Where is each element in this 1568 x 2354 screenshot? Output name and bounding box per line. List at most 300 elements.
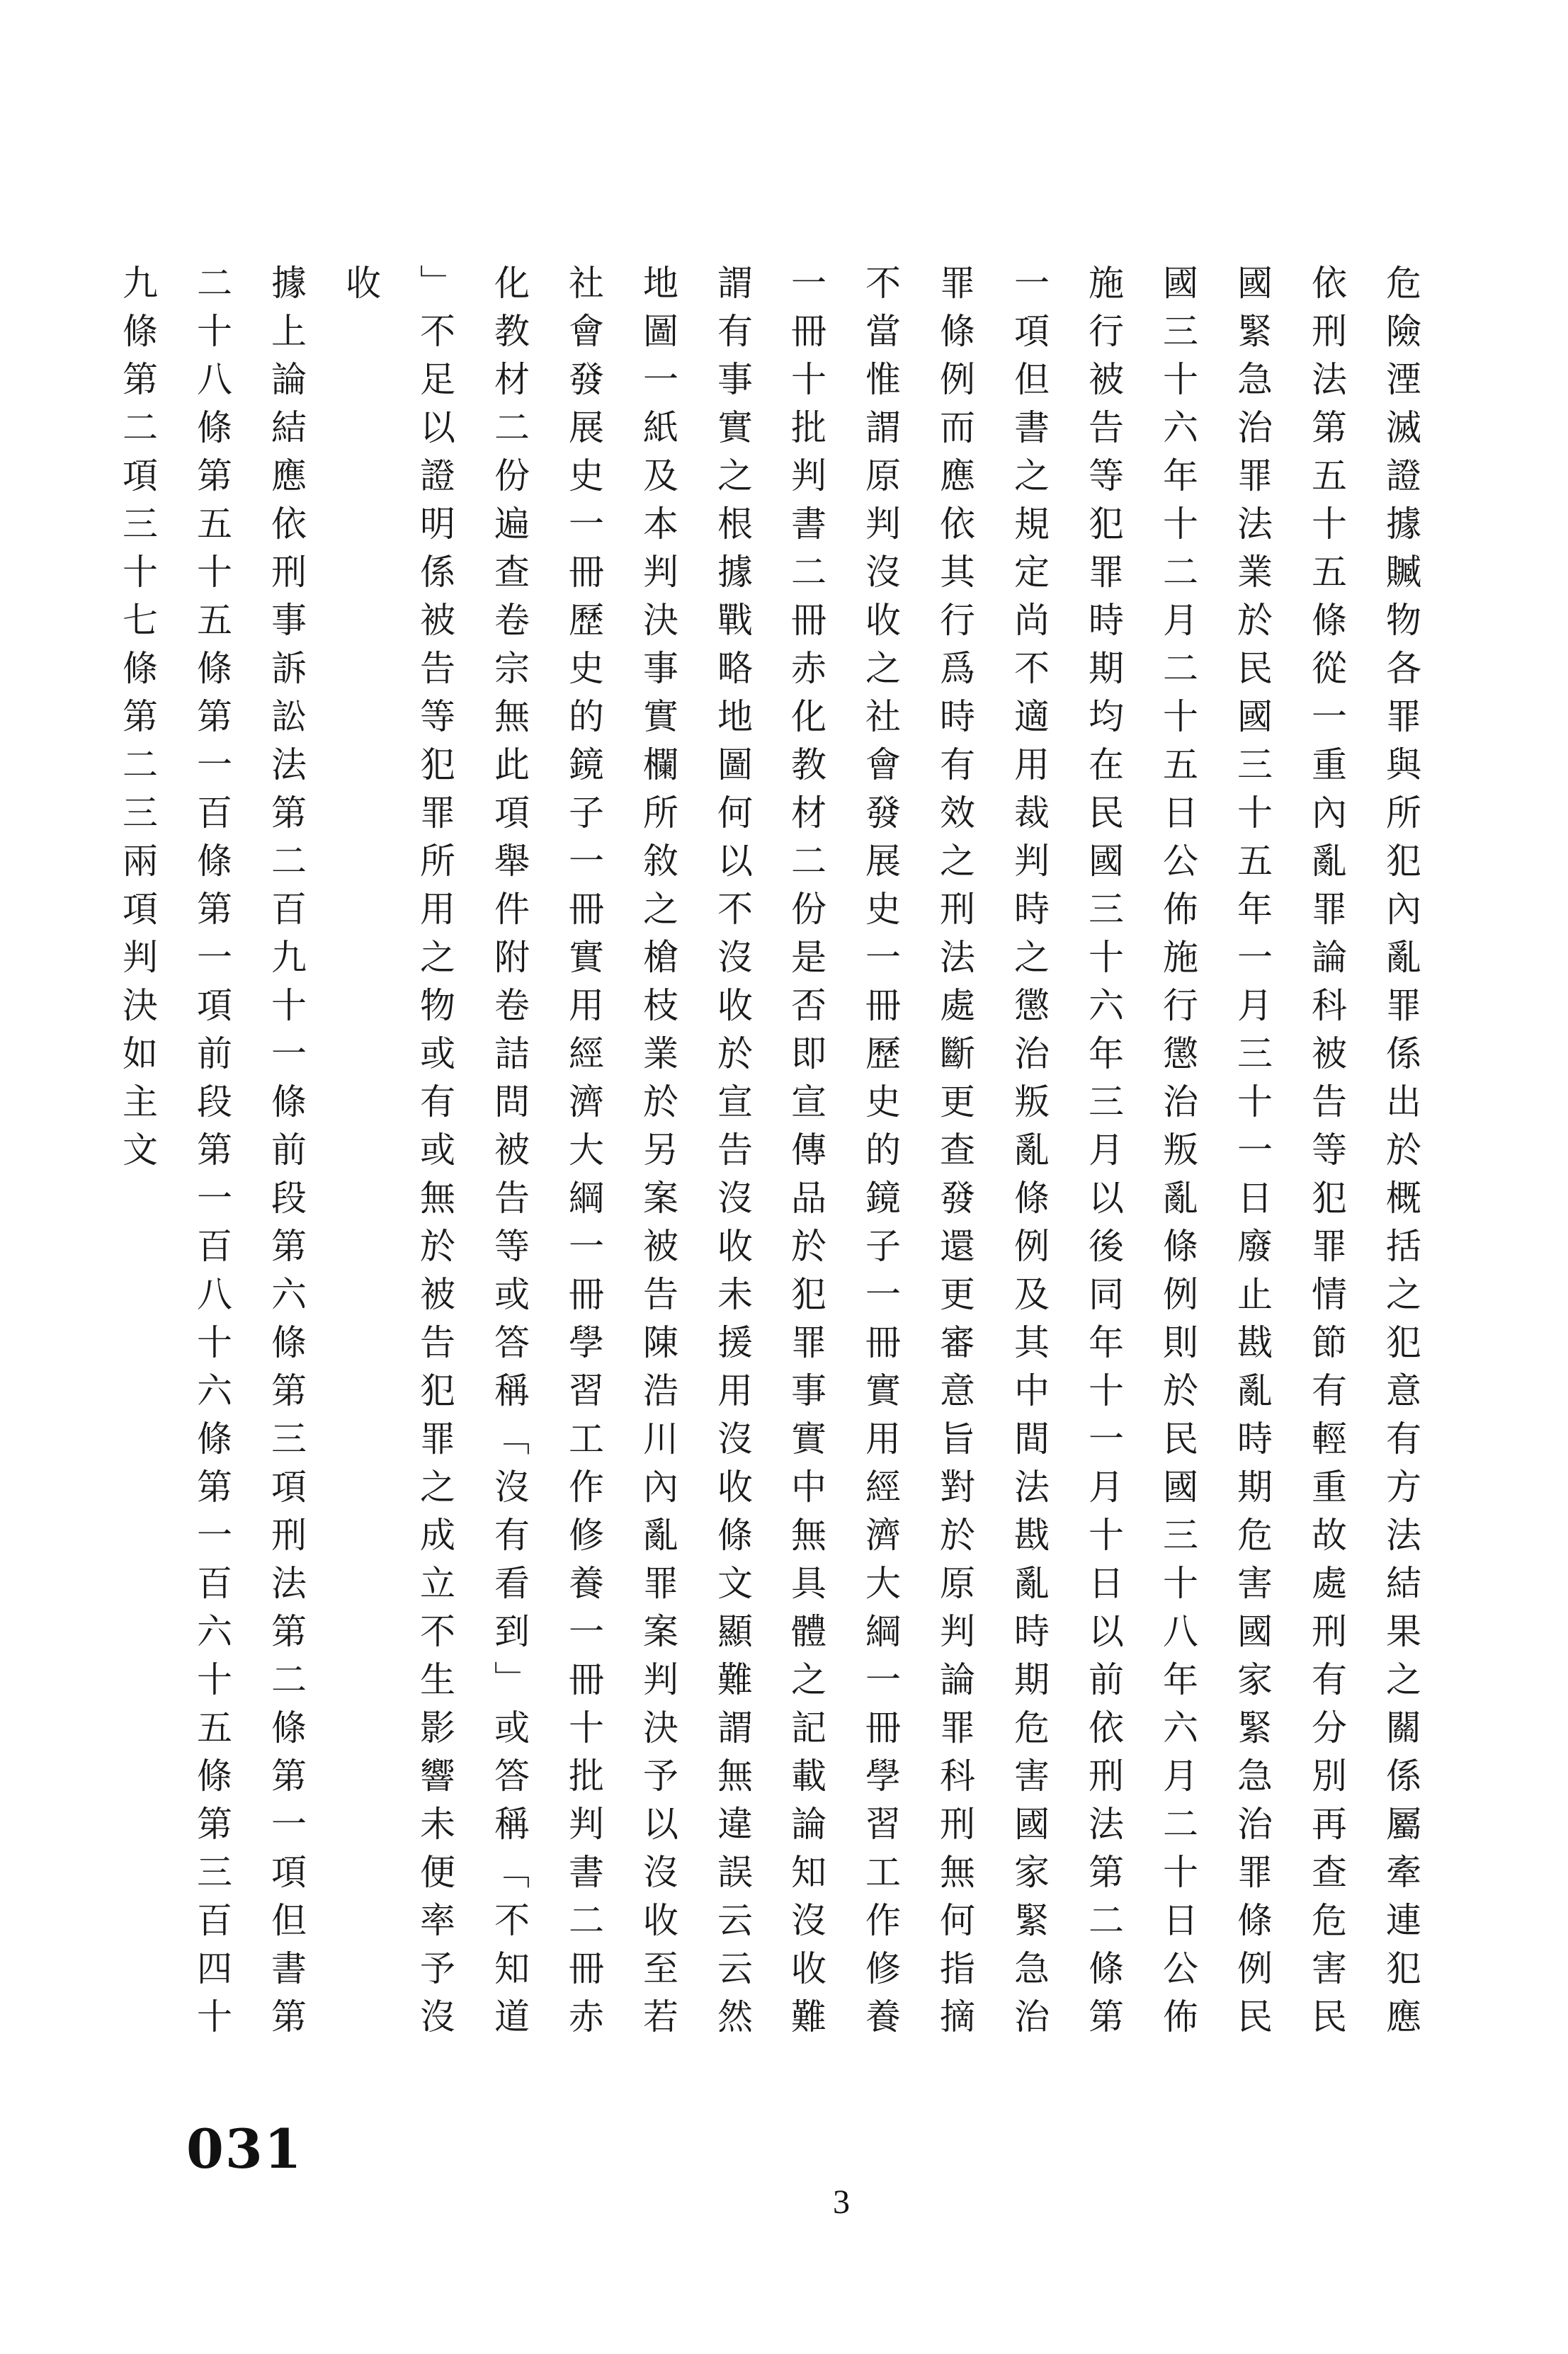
character: 以 (420, 407, 455, 448)
character: 十 (1163, 696, 1198, 737)
character: 知 (791, 1852, 826, 1893)
character: 害 (1014, 1756, 1050, 1797)
character: 危 (1237, 1515, 1273, 1556)
character: 赤 (791, 648, 826, 689)
character: 以 (643, 1804, 678, 1845)
character: 緊 (1237, 311, 1273, 352)
character: 日 (1089, 1563, 1124, 1604)
character: 項 (271, 1467, 307, 1508)
character: 戡 (1237, 1322, 1273, 1363)
character: 養 (865, 1996, 901, 2037)
character: 告 (643, 1274, 678, 1315)
character: 不 (494, 1900, 530, 1941)
character: 時 (1014, 889, 1050, 930)
character: 亂 (1163, 1178, 1198, 1219)
character: 定 (1014, 552, 1050, 593)
character: 修 (865, 1948, 901, 1989)
character: 誤 (717, 1852, 753, 1893)
character: 十 (791, 359, 826, 400)
character: 決 (123, 985, 158, 1026)
character: 二 (1089, 1900, 1124, 1941)
character: 項 (197, 985, 232, 1026)
character: 民 (1312, 1996, 1347, 2037)
text-column-8 (862, 259, 904, 2041)
character: 載 (791, 1756, 826, 1797)
character: 所 (643, 792, 678, 834)
character: 有 (1312, 1659, 1347, 1700)
character: 公 (1163, 1948, 1198, 1989)
character: 旨 (940, 1418, 975, 1460)
character: 間 (1014, 1418, 1050, 1460)
character: 判 (791, 455, 826, 496)
character: 或 (420, 1033, 455, 1074)
character: 五 (1312, 552, 1347, 593)
character: 實 (791, 1418, 826, 1460)
character: 各 (1386, 648, 1421, 689)
character: 文 (717, 1563, 753, 1604)
character: 一 (865, 1274, 901, 1315)
character: 批 (791, 407, 826, 448)
character: 害 (1237, 1563, 1273, 1604)
character: 用 (569, 985, 604, 1026)
character: 冊 (791, 600, 826, 641)
character: 會 (569, 311, 604, 352)
character: 冊 (569, 889, 604, 930)
character: 月 (1163, 1756, 1198, 1797)
character: 一 (197, 744, 232, 785)
character: 第 (271, 1611, 307, 1652)
character: 予 (420, 1948, 455, 1989)
character: 第 (1312, 407, 1347, 448)
character: 發 (940, 1178, 975, 1219)
character: 一 (1312, 696, 1347, 737)
character: 條 (197, 648, 232, 689)
character: 危 (1312, 1900, 1347, 1941)
character: 法 (1386, 1515, 1421, 1556)
character: 第 (197, 889, 232, 930)
character: 月 (1237, 985, 1273, 1026)
character: 七 (123, 600, 158, 641)
character: 年 (1089, 1033, 1124, 1074)
character: 之 (643, 889, 678, 930)
character: 道 (494, 1996, 530, 2037)
character: 急 (1237, 1756, 1273, 1797)
character: 急 (1237, 359, 1273, 400)
character: 有 (494, 1515, 530, 1556)
character: 罪 (940, 263, 975, 304)
character: 十 (197, 311, 232, 352)
character: 告 (717, 1130, 753, 1171)
text-column-5 (1085, 259, 1127, 2041)
character: 應 (940, 455, 975, 496)
character: 第 (197, 1467, 232, 1508)
character: 足 (420, 359, 455, 400)
character: 法 (271, 744, 307, 785)
character: 告 (494, 1178, 530, 1219)
character: 事 (271, 600, 307, 641)
character: 條 (197, 407, 232, 448)
character: 意 (940, 1370, 975, 1411)
character: 三 (1163, 1515, 1198, 1556)
character: 養 (569, 1563, 604, 1604)
character: 公 (1163, 841, 1198, 882)
character: 冊 (865, 1322, 901, 1363)
character: 一 (1014, 263, 1050, 304)
character: 收 (717, 1226, 753, 1267)
character: 均 (1089, 696, 1124, 737)
character: 三 (1089, 1081, 1124, 1122)
character: 效 (940, 792, 975, 834)
character: 用 (1014, 744, 1050, 785)
character: 湮 (1386, 359, 1421, 400)
character: 證 (1386, 455, 1421, 496)
character: 附 (494, 937, 530, 978)
character: 或 (494, 1274, 530, 1315)
character: 化 (791, 696, 826, 737)
character: 等 (420, 696, 455, 737)
character: 罪 (420, 1418, 455, 1460)
character: 亂 (1014, 1563, 1050, 1604)
character: 主 (123, 1081, 158, 1122)
character: 依 (940, 504, 975, 545)
character: 結 (1386, 1563, 1421, 1604)
character: 法 (1237, 504, 1273, 545)
character: 等 (1312, 1130, 1347, 1171)
character: 答 (494, 1322, 530, 1363)
character: 工 (865, 1852, 901, 1893)
character: 詰 (494, 1033, 530, 1074)
character: 法 (271, 1563, 307, 1604)
character: 亂 (1312, 841, 1347, 882)
character: 查 (494, 552, 530, 593)
character: 二 (1163, 648, 1198, 689)
character: 宗 (494, 648, 530, 689)
character: 十 (1237, 792, 1273, 834)
character: 治 (1014, 1033, 1050, 1074)
character: 十 (197, 1659, 232, 1700)
character: 犯 (1312, 1178, 1347, 1219)
character: 第 (271, 1996, 307, 2037)
character: 例 (1163, 1274, 1198, 1315)
character: 大 (865, 1563, 901, 1604)
character: 於 (420, 1226, 455, 1267)
character: 判 (1014, 841, 1050, 882)
character: 沒 (420, 1996, 455, 2037)
character: 一 (197, 1515, 232, 1556)
character: 十 (197, 1322, 232, 1363)
character: 戡 (1014, 1515, 1050, 1556)
character: 史 (569, 648, 604, 689)
page-number: 3 (833, 2183, 850, 2221)
character: 再 (1312, 1804, 1347, 1845)
character: 子 (569, 792, 604, 834)
character: 習 (569, 1370, 604, 1411)
character: 一 (569, 841, 604, 882)
character: 科 (940, 1756, 975, 1797)
character: 應 (1386, 1996, 1421, 2037)
character: 重 (1312, 744, 1347, 785)
character: 告 (420, 1322, 455, 1363)
character: 一 (865, 937, 901, 978)
character: 原 (940, 1563, 975, 1604)
character: 應 (271, 455, 307, 496)
character: 一 (197, 1178, 232, 1219)
character: 冊 (791, 311, 826, 352)
character: 綱 (865, 1611, 901, 1652)
character: 的 (865, 1130, 901, 1171)
character: 罪 (1312, 889, 1347, 930)
character: 懲 (1014, 985, 1050, 1026)
character: 書 (1014, 407, 1050, 448)
character: ﹂ (494, 1659, 530, 1700)
character: 被 (643, 1226, 678, 1267)
character: 屬 (1386, 1804, 1421, 1845)
character: 八 (1163, 1611, 1198, 1652)
character: 據 (1386, 504, 1421, 545)
character: 看 (494, 1563, 530, 1604)
character: 冊 (569, 1659, 604, 1700)
character: 實 (865, 1370, 901, 1411)
character: 之 (1386, 1659, 1421, 1700)
character: 九 (271, 937, 307, 978)
character: 其 (940, 552, 975, 593)
character: 據 (271, 263, 307, 304)
character: 一 (569, 1226, 604, 1267)
character: 查 (1312, 1852, 1347, 1893)
character: 時 (1014, 1611, 1050, 1652)
character: 三 (1089, 889, 1124, 930)
character: 有 (420, 1081, 455, 1122)
character: 未 (717, 1274, 753, 1315)
character: 習 (865, 1804, 901, 1845)
character: 書 (569, 1852, 604, 1893)
character: 案 (643, 1611, 678, 1652)
character: 一 (569, 1611, 604, 1652)
character: 事 (643, 648, 678, 689)
character: 收 (346, 263, 381, 304)
character: 傳 (791, 1130, 826, 1171)
character: 之 (420, 1467, 455, 1508)
text-column-6 (1011, 259, 1053, 2041)
character: 宣 (791, 1081, 826, 1122)
character: 時 (1089, 600, 1124, 641)
character: 判 (865, 504, 901, 545)
character: 用 (865, 1418, 901, 1460)
character: 書 (271, 1948, 307, 1989)
character: 其 (1014, 1322, 1050, 1363)
character: 條 (271, 1322, 307, 1363)
character: 業 (643, 1033, 678, 1074)
character: 記 (791, 1707, 826, 1749)
character: 發 (569, 359, 604, 400)
character: 無 (940, 1852, 975, 1893)
character: 內 (643, 1467, 678, 1508)
character: 亂 (643, 1515, 678, 1556)
character: 十 (569, 1707, 604, 1749)
character: 於 (1163, 1370, 1198, 1411)
character: 治 (1237, 1804, 1273, 1845)
character: 條 (197, 841, 232, 882)
character: 期 (1089, 648, 1124, 689)
text-column-15 (342, 259, 385, 307)
character: 三 (197, 1852, 232, 1893)
character: 惟 (865, 359, 901, 400)
character: 止 (1237, 1274, 1273, 1315)
character: 八 (197, 1274, 232, 1315)
character: 告 (1089, 407, 1124, 448)
character: 於 (1386, 1130, 1421, 1171)
character: 治 (1014, 1996, 1050, 2037)
character: 不 (717, 889, 753, 930)
text-column-12 (565, 259, 608, 2041)
character: 審 (940, 1322, 975, 1363)
character: 於 (791, 1226, 826, 1267)
text-column-4 (1159, 259, 1202, 2041)
character: 五 (197, 504, 232, 545)
character: 前 (197, 1033, 232, 1074)
character: 難 (717, 1659, 753, 1700)
character: 明 (420, 504, 455, 545)
character: 罪 (1237, 455, 1273, 496)
character: 無 (494, 696, 530, 737)
character: 文 (123, 1130, 158, 1171)
character: 歷 (569, 600, 604, 641)
character: 件 (494, 889, 530, 930)
character: 兩 (123, 841, 158, 882)
text-column-7 (936, 259, 979, 2041)
character: 不 (1014, 648, 1050, 689)
character: 國 (1237, 1611, 1273, 1652)
character: 無 (791, 1515, 826, 1556)
character: 用 (420, 889, 455, 930)
character: 十 (1089, 1515, 1124, 1556)
character: 險 (1386, 311, 1421, 352)
character: 一 (791, 263, 826, 304)
character: 之 (865, 648, 901, 689)
character: 之 (420, 937, 455, 978)
character: 十 (1163, 1563, 1198, 1604)
character: 實 (569, 937, 604, 978)
character: 十 (123, 552, 158, 593)
character: 第 (197, 455, 232, 496)
character: 結 (271, 407, 307, 448)
character: 日 (1237, 1178, 1273, 1219)
character: 刑 (940, 1804, 975, 1845)
text-column-3 (1234, 259, 1276, 2041)
character: 尚 (1014, 600, 1050, 641)
character: 牽 (1386, 1852, 1421, 1893)
character: 沒 (643, 1852, 678, 1893)
character: 時 (940, 696, 975, 737)
character: 果 (1386, 1611, 1421, 1652)
character: 作 (865, 1900, 901, 1941)
character: 沒 (865, 552, 901, 593)
character: 行 (1089, 311, 1124, 352)
character: 九 (123, 263, 158, 304)
character: 謂 (717, 1707, 753, 1749)
character: 經 (865, 1467, 901, 1508)
character: 項 (271, 1852, 307, 1893)
character: 二 (791, 552, 826, 593)
character: 等 (1089, 455, 1124, 496)
character: 是 (791, 937, 826, 978)
character: 第 (123, 359, 158, 400)
character: 史 (865, 1081, 901, 1122)
text-column-9 (788, 259, 830, 2041)
character: 被 (420, 1274, 455, 1315)
character: 一 (271, 1804, 307, 1845)
character: 叛 (1014, 1081, 1050, 1122)
character: 率 (420, 1900, 455, 1941)
character: 稱 (494, 1804, 530, 1845)
character: 若 (643, 1996, 678, 2037)
character: 八 (197, 359, 232, 400)
character: 斷 (940, 1033, 975, 1074)
character: 有 (717, 311, 753, 352)
character: 何 (940, 1900, 975, 1941)
text-column-17 (193, 259, 236, 2041)
character: 例 (940, 359, 975, 400)
character: 滅 (1386, 407, 1421, 448)
character: 五 (1237, 841, 1273, 882)
character: 地 (643, 263, 678, 304)
character: 二 (1163, 1804, 1198, 1845)
character: 急 (1014, 1948, 1050, 1989)
character: 決 (643, 600, 678, 641)
character: 冊 (569, 1274, 604, 1315)
character: 五 (1312, 455, 1347, 496)
character: 十 (1237, 1081, 1273, 1122)
character: 論 (271, 359, 307, 400)
character: 第 (271, 1756, 307, 1797)
character: 摘 (940, 1996, 975, 2037)
character: 法 (1312, 359, 1347, 400)
character: 事 (717, 359, 753, 400)
character: 亂 (1237, 1370, 1273, 1411)
character: 物 (1386, 600, 1421, 641)
character: 同 (1089, 1274, 1124, 1315)
character: 規 (1014, 504, 1050, 545)
character: 施 (1163, 937, 1198, 978)
character: 否 (791, 985, 826, 1026)
character: 中 (791, 1467, 826, 1508)
character: 更 (940, 1081, 975, 1122)
character: 會 (865, 744, 901, 785)
character: 物 (420, 985, 455, 1026)
character: 第 (271, 1226, 307, 1267)
character: 難 (791, 1996, 826, 2037)
character: 云 (717, 1948, 753, 1989)
character: 爲 (940, 648, 975, 689)
character: 訟 (271, 696, 307, 737)
character: 立 (420, 1563, 455, 1604)
character: 三 (271, 1418, 307, 1460)
character: 份 (791, 889, 826, 930)
character: 知 (494, 1948, 530, 1989)
text-column-11 (640, 259, 682, 2041)
character: 條 (940, 311, 975, 352)
character: 之 (1386, 1274, 1421, 1315)
character: ﹂ (420, 263, 455, 304)
character: 發 (865, 792, 901, 834)
character: 依 (1312, 263, 1347, 304)
character: 犯 (1386, 1322, 1421, 1363)
character: 五 (197, 1707, 232, 1749)
character: 係 (1386, 1756, 1421, 1797)
character: 第 (1089, 1852, 1124, 1893)
character: 不 (420, 311, 455, 352)
character: 但 (1014, 359, 1050, 400)
